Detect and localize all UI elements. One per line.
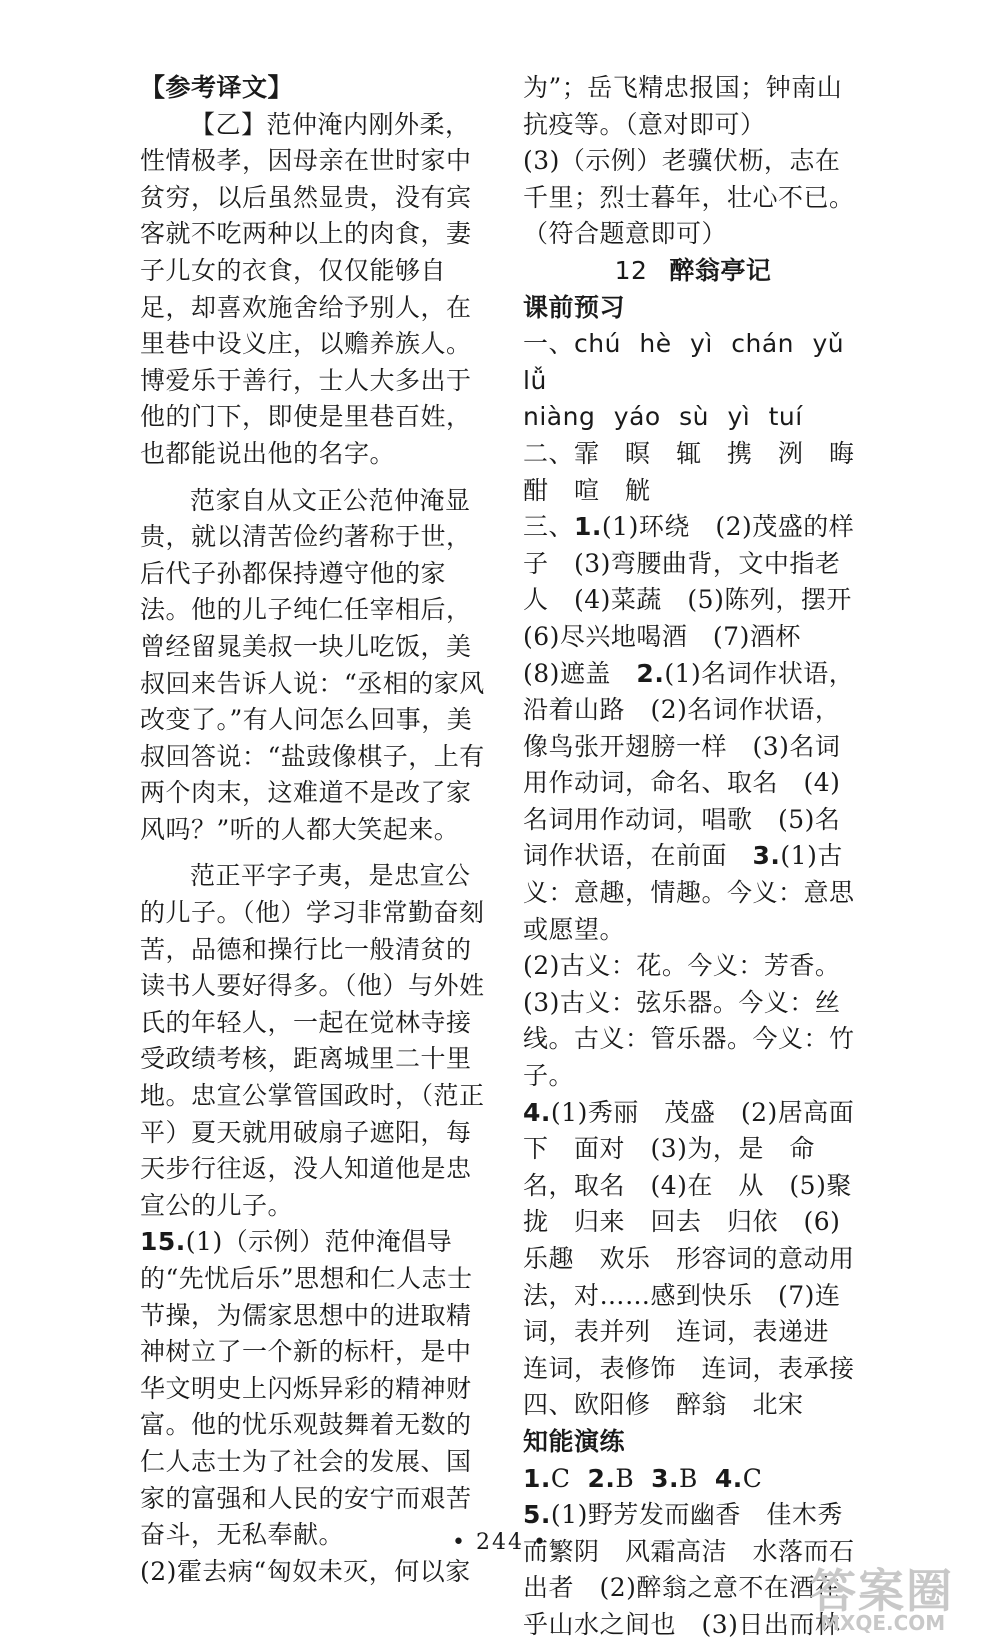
answer-text: (1)名词作状语，沿着山路 (2)名词作状语，像鸟张开翅膀一样 (3)名词用作动词，命名、取名 (4)名词用作动词，唱歌 (5)名词作状语，在前面: [523, 658, 855, 871]
question-number: 1.: [574, 512, 602, 542]
preview-heading: 课前预习: [523, 292, 626, 322]
question-15-part-1: [140, 1224, 485, 1553]
answer-text: (1)野芳发而幽香 佳木秀而繁阴 风霜高洁 水落而石出者 (2)醉翁之意不在酒在乎山水之间也 (3)日出而林: [523, 1500, 855, 1639]
translation-paragraph: 【乙】范仲淹内刚外柔，性情极孝，因母亲在世时家中贫穷，以后虽然显贵，没有宾客就不吃两种以上的肉食，妻子儿女的衣食，仅仅能够自足，却喜欢施舍给予别人，在里巷中设义庄，以赡养族人。博爱乐于善行，士人大多出于他的门下，即使是里巷百姓，也都能说出他的名字。: [140, 109, 472, 468]
translation-paragraph: 范家自从文正公范仲淹显贵，就以清苦俭约著称于世，后代子孙都保持遵守他的家法。他的儿子纯仁任宰相后，曾经留晁美叔一块儿吃饭，美叔回来告诉人说：“丞相的家风改变了。”有人问怎么回事，美叔回答说：“盐豉像棋子，上有两个肉末，这难道不是改了家风吗？”听的人都大笑起来。: [140, 485, 485, 844]
answer-line: (2)古义：花。今义：芳香。: [523, 951, 841, 981]
choice-answer: B: [615, 1463, 635, 1493]
question-number: 2.: [587, 1463, 616, 1493]
question-number: 2.: [636, 658, 665, 688]
character-line: 二、霏 暝 辄 携 洌 晦: [523, 438, 855, 468]
chapter-title: [523, 253, 863, 290]
choice-answers: [523, 1461, 863, 1498]
continued-answer: (3)（示例）老骥伏枥，志在千里；烈士暮年，壮心不已。（符合题意即可）: [523, 146, 855, 249]
reference-translation-heading: 【参考译文】: [140, 73, 294, 102]
choice-answer: C: [742, 1463, 763, 1493]
translation-paragraph: 范正平字子夷，是忠宣公的儿子。（他）学习非常勤奋刻苦，品德和操行比一般清贫的读书人要好得多。（他）与外姓氏的年轻人，一起在觉林寺接受政绩考核，距离城里二十里地。忠宣公掌管国政时，（范正平）夏天就用破扇子遮阳，每天步行往返，没人知道他是忠宣公的儿子。: [140, 861, 485, 1220]
chapter-name: 醉翁亭记: [669, 255, 772, 285]
answer-line: (3)古义：弦乐器。今义：丝线。古义：管乐器。今义：竹子。: [523, 987, 855, 1091]
question-number: 3.: [651, 1463, 680, 1493]
left-column: [140, 70, 485, 1590]
choice-answer: B: [679, 1463, 698, 1493]
answer-text: (1)（示例）范仲淹倡导的“先忧后乐”思想和仁人志士节操，为儒家思想中的进取精神树立了一个新的标杆，是中华文明史上闪烁异彩的精神财富。他的忧乐观鼓舞着无数的仁人志士为了社会的发展、国家的富强和人民的安宁而艰苦奋斗，无私奉献。: [140, 1227, 473, 1550]
page-number: • 244 •: [452, 1530, 548, 1555]
right-column: [523, 70, 878, 1644]
section-label: 三、: [523, 512, 575, 542]
section-4-answers: 四、欧阳修 醉翁 北宋: [523, 1390, 804, 1420]
pinyin-line: 一、chú hè yì chán yǔ lǚ: [523, 329, 845, 395]
section-3-answers: [523, 509, 878, 948]
question-number: 15.: [140, 1227, 186, 1257]
pinyin-line: niàng yáo sù yì tuí: [523, 402, 803, 432]
practice-heading: 知能演练: [523, 1426, 626, 1456]
question-15-part-2: (2)霍去病“匈奴未灭，何以家: [140, 1556, 471, 1586]
watermark-url: MXQE.COM: [820, 1611, 946, 1635]
answer-text: (1)环绕 (2)茂盛的样子 (3)弯腰曲背，文中指老人 (4)菜蔬 (5)陈列，摆开 (6)尽兴地喝酒 (7)酒杯 (8)遮盖: [523, 512, 878, 688]
choice-answer: C: [550, 1463, 571, 1493]
watermark-logo: [800, 1555, 990, 1645]
question-number: 3.: [752, 841, 781, 871]
question-number: 4.: [523, 1097, 551, 1127]
answer-line: [523, 1095, 863, 1388]
chapter-number: 12: [614, 255, 648, 285]
character-line: 酣 喧 觥: [523, 475, 651, 505]
watermark-text: 答案圈: [810, 1564, 954, 1618]
question-number: 5.: [523, 1500, 551, 1530]
question-number: 4.: [714, 1463, 743, 1493]
continued-answer: 为”；岳飞精忠报国；钟南山抗疫等。（意对即可）: [523, 73, 843, 139]
question-number: 1.: [523, 1463, 551, 1493]
answer-text: (1)古义：意趣，情趣。今义：意思或愿望。: [523, 841, 855, 944]
answer-text: (1)秀丽 茂盛 (2)居高面下 面对 (3)为，是 命名，取名 (4)在 从 (5)聚拢 归来 回去 归依 (6)乐趣 欢乐 形容词的意动用法，对……感到快乐 (7)连词，表并列 连词，表递进 连词，表修饰 连词，表承接: [523, 1097, 855, 1383]
